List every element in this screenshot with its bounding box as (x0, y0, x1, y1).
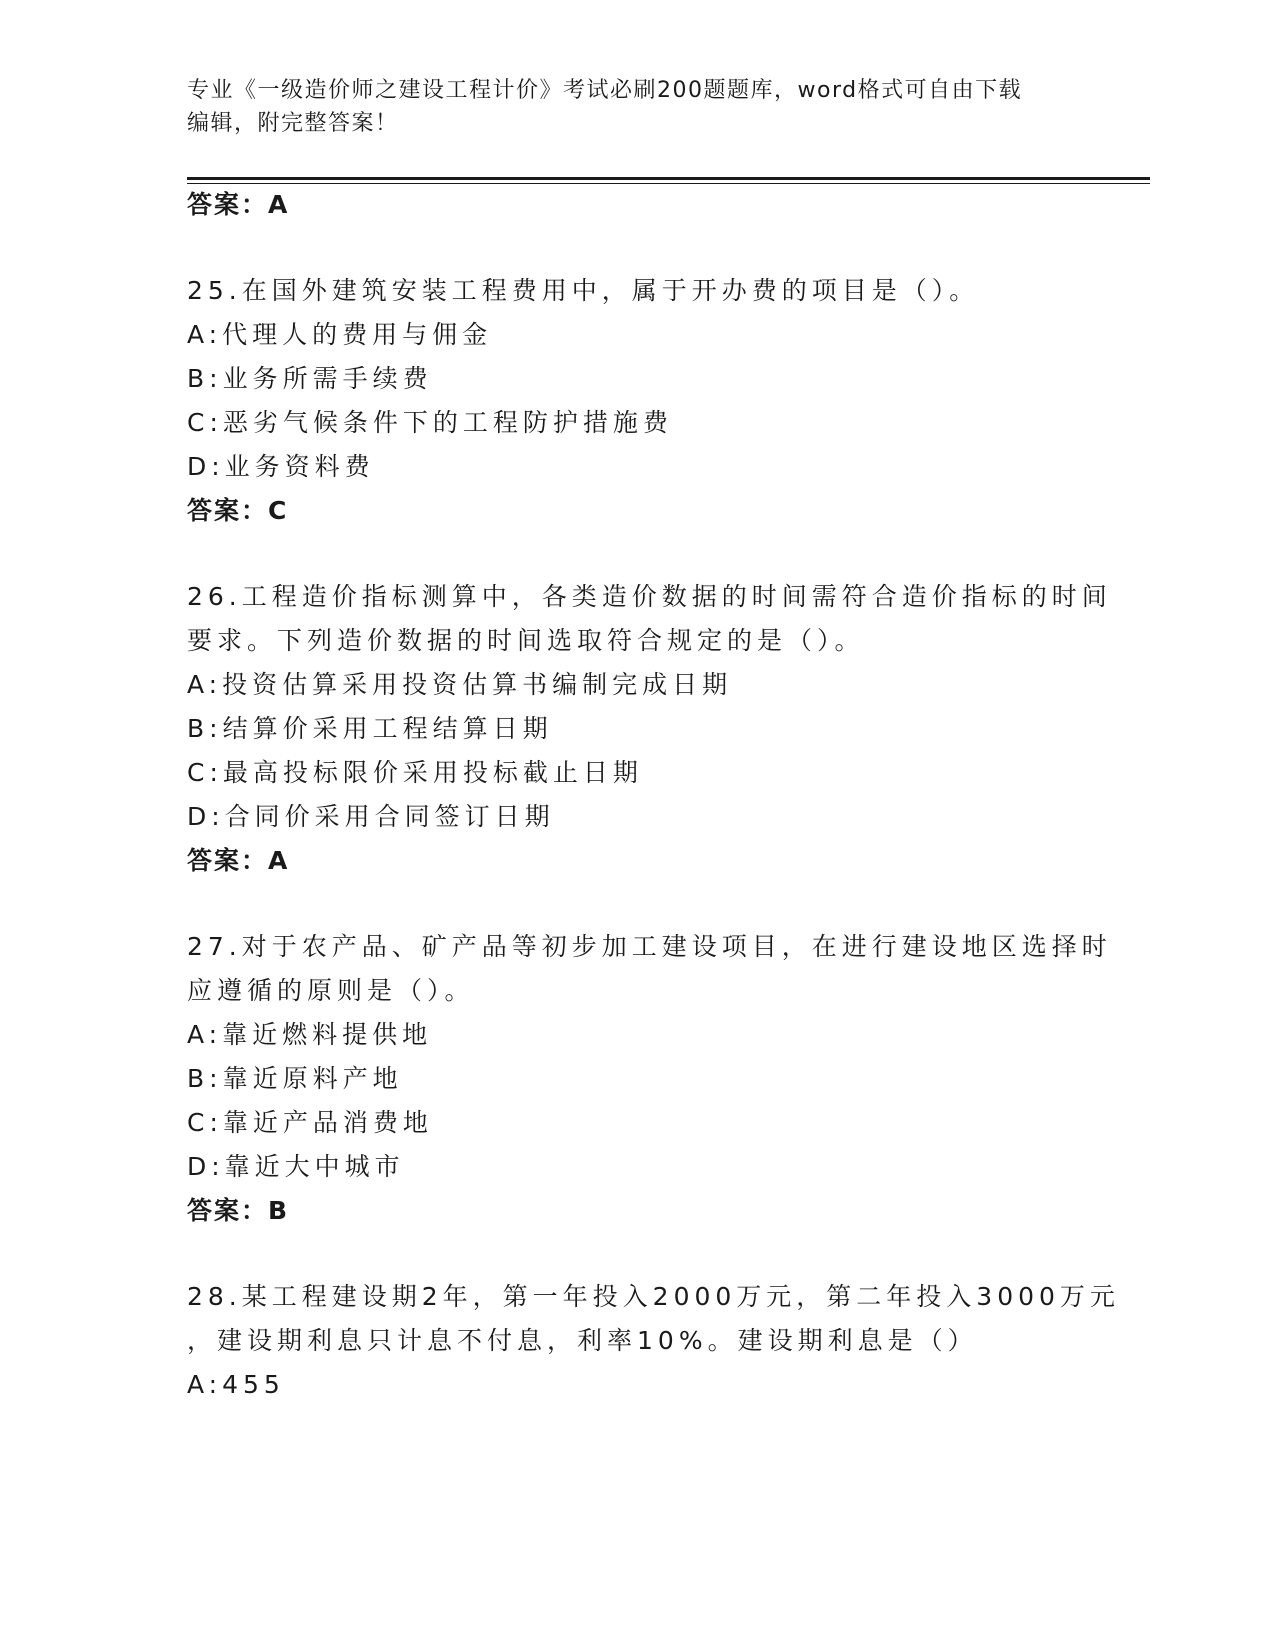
question-27-answer: 答案：B (187, 1196, 290, 1225)
question-28-option-a: A:455 (187, 1370, 285, 1399)
question-27-option-a: A:靠近燃料提供地 (187, 1020, 433, 1049)
document-header (187, 74, 1087, 140)
question-28-stem-line-2: ，建设期利息只计息不付息，利率10%。建设期利息是（） (187, 1326, 978, 1355)
question-27-option-d: D:靠近大中城市 (187, 1152, 405, 1181)
header-divider (187, 177, 1150, 180)
question-26-option-a: A:投资估算采用投资估算书编制完成日期 (187, 670, 733, 699)
question-25-option-d: D:业务资料费 (187, 452, 375, 481)
question-26-answer: 答案：A (187, 846, 290, 875)
question-27-option-c: C:靠近产品消费地 (187, 1108, 433, 1137)
header-line-1: 专业《一级造价师之建设工程计价》考试必刷200题题库，word格式可自由下载 (187, 78, 1023, 103)
question-25-answer: 答案：C (187, 496, 289, 525)
question-25-stem: 25.在国外建筑安装工程费用中，属于开办费的项目是（）。 (187, 276, 980, 305)
question-26-option-d: D:合同价采用合同签订日期 (187, 802, 555, 831)
question-25-option-b: B:业务所需手续费 (187, 364, 433, 393)
question-26-option-c: C:最高投标限价采用投标截止日期 (187, 758, 643, 787)
question-26-stem-line-1: 26.工程造价指标测算中，各类造价数据的时间需符合造价指标的时间 (187, 582, 1112, 611)
answer-prev: 答案：A (187, 190, 290, 219)
question-26-stem-line-2: 要求。下列造价数据的时间选取符合规定的是（）。 (187, 626, 865, 655)
question-28-stem-line-1: 28.某工程建设期2年，第一年投入2000万元，第二年投入3000万元 (187, 1282, 1120, 1311)
question-27-stem-line-2: 应遵循的原则是（）。 (187, 976, 475, 1005)
header-divider-thin (187, 183, 1150, 184)
header-line-2: 编辑，附完整答案！ (187, 111, 399, 136)
question-27-option-b: B:靠近原料产地 (187, 1064, 403, 1093)
question-25-option-c: C:恶劣气候条件下的工程防护措施费 (187, 408, 673, 437)
question-25-option-a: A:代理人的费用与佣金 (187, 320, 493, 349)
question-27-stem-line-1: 27.对于农产品、矿产品等初步加工建设项目，在进行建设地区选择时 (187, 932, 1112, 961)
question-26-option-b: B:结算价采用工程结算日期 (187, 714, 553, 743)
